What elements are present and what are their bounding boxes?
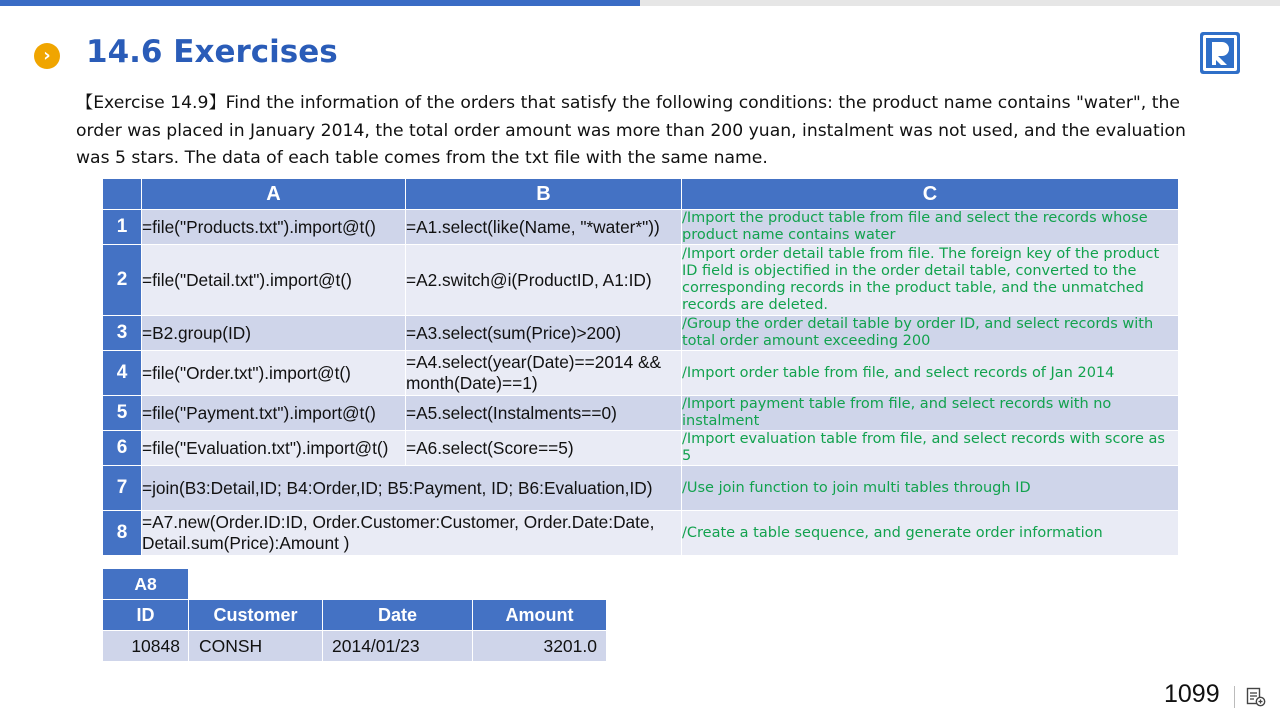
- row-number: 2: [103, 245, 142, 316]
- row-number: 3: [103, 316, 142, 351]
- cell-c2[interactable]: /Import order detail table from file. The foreign key of the product ID field is objectified in the order detail table, converted to the corresponding records in the product table, and the unmatched records are deleted.: [682, 245, 1179, 316]
- cell-b1[interactable]: =A1.select(like(Name, "*water*")): [406, 210, 682, 245]
- grid-row-4: [103, 351, 1179, 396]
- cell-b6[interactable]: =A6.select(Score==5): [406, 431, 682, 466]
- row-number: 4: [103, 351, 142, 396]
- header-date: Date: [323, 600, 473, 631]
- cell-c5[interactable]: /Import payment table from file, and select records with no instalment: [682, 396, 1179, 431]
- row-number: 1: [103, 210, 142, 245]
- R-logo-icon: [1200, 32, 1240, 74]
- divider: [1234, 686, 1235, 708]
- exercise-description: 【Exercise 14.9】Find the information of the orders that satisfy the following conditions: the product name contains "water", the order was placed in January 2014, the total order amount was more than 200 yuan, instalment was not used, and the evaluation was 5 stars. The data of each table comes from the txt file with the same name.: [76, 93, 1186, 168]
- grid-row-3: [103, 316, 1179, 351]
- cell-b2[interactable]: =A2.switch@i(ProductID, A1:ID): [406, 245, 682, 316]
- grid-row-7: [103, 466, 1179, 511]
- cell-a6[interactable]: =file("Evaluation.txt").import@t(): [142, 431, 406, 466]
- corner-cell: [103, 179, 142, 210]
- slide-title: 14.6 Exercises: [86, 34, 338, 70]
- notes-icon[interactable]: [1246, 687, 1266, 707]
- cell-amount: 3201.0: [473, 631, 607, 662]
- code-grid: [102, 178, 1179, 556]
- cell-date: 2014/01/23: [323, 631, 473, 662]
- column-header-c: C: [682, 179, 1179, 210]
- header-customer: Customer: [189, 600, 323, 631]
- row-number: 5: [103, 396, 142, 431]
- result-header-row: [103, 600, 607, 631]
- grid-row-5: [103, 396, 1179, 431]
- header-id: ID: [103, 600, 189, 631]
- cell-c4[interactable]: /Import order table from file, and select records of Jan 2014: [682, 351, 1179, 396]
- cell-id: 10848: [103, 631, 189, 662]
- result-table: [102, 568, 607, 662]
- grid-row-2: [103, 245, 1179, 316]
- cell-c6[interactable]: /Import evaluation table from file, and select records with score as 5: [682, 431, 1179, 466]
- grid-row-8: [103, 511, 1179, 556]
- cell-a3[interactable]: =B2.group(ID): [142, 316, 406, 351]
- grid-header-row: [103, 179, 1179, 210]
- cell-a2[interactable]: =file("Detail.txt").import@t(): [142, 245, 406, 316]
- chevron-right-icon: ›: [34, 43, 60, 69]
- cell-customer: CONSH: [189, 631, 323, 662]
- cell-a5[interactable]: =file("Payment.txt").import@t(): [142, 396, 406, 431]
- cell-b3[interactable]: =A3.select(sum(Price)>200): [406, 316, 682, 351]
- page-number: 1099: [1164, 680, 1220, 708]
- column-header-a: A: [142, 179, 406, 210]
- cell-b4[interactable]: =A4.select(year(Date)==2014 && month(Date)==1): [406, 351, 682, 396]
- table-row[interactable]: [103, 631, 607, 662]
- cell-c7[interactable]: /Use join function to join multi tables through ID: [682, 466, 1179, 511]
- cell-c1[interactable]: /Import the product table from file and select the records whose product name contains water: [682, 210, 1179, 245]
- cell-c3[interactable]: /Group the order detail table by order ID, and select records with total order amount exceeding 200: [682, 316, 1179, 351]
- cell-c8[interactable]: /Create a table sequence, and generate order information: [682, 511, 1179, 556]
- blank-space: [189, 569, 607, 600]
- grid-row-1: [103, 210, 1179, 245]
- result-cell-label: A8: [103, 569, 189, 600]
- cell-a7[interactable]: =join(B3:Detail,ID; B4:Order,ID; B5:Payment, ID; B6:Evaluation,ID): [142, 466, 682, 511]
- grid-row-6: [103, 431, 1179, 466]
- result-label-row: [103, 569, 607, 600]
- cell-a8[interactable]: =A7.new(Order.ID:ID, Order.Customer:Customer, Order.Date:Date, Detail.sum(Price):Amount ): [142, 511, 682, 556]
- header-amount: Amount: [473, 600, 607, 631]
- top-bar-track: [640, 0, 1280, 6]
- cell-b5[interactable]: =A5.select(Instalments==0): [406, 396, 682, 431]
- cell-a4[interactable]: =file("Order.txt").import@t(): [142, 351, 406, 396]
- top-accent-bar: [0, 0, 640, 6]
- row-number: 7: [103, 466, 142, 511]
- row-number: 6: [103, 431, 142, 466]
- column-header-b: B: [406, 179, 682, 210]
- cell-a1[interactable]: =file("Products.txt").import@t(): [142, 210, 406, 245]
- row-number: 8: [103, 511, 142, 556]
